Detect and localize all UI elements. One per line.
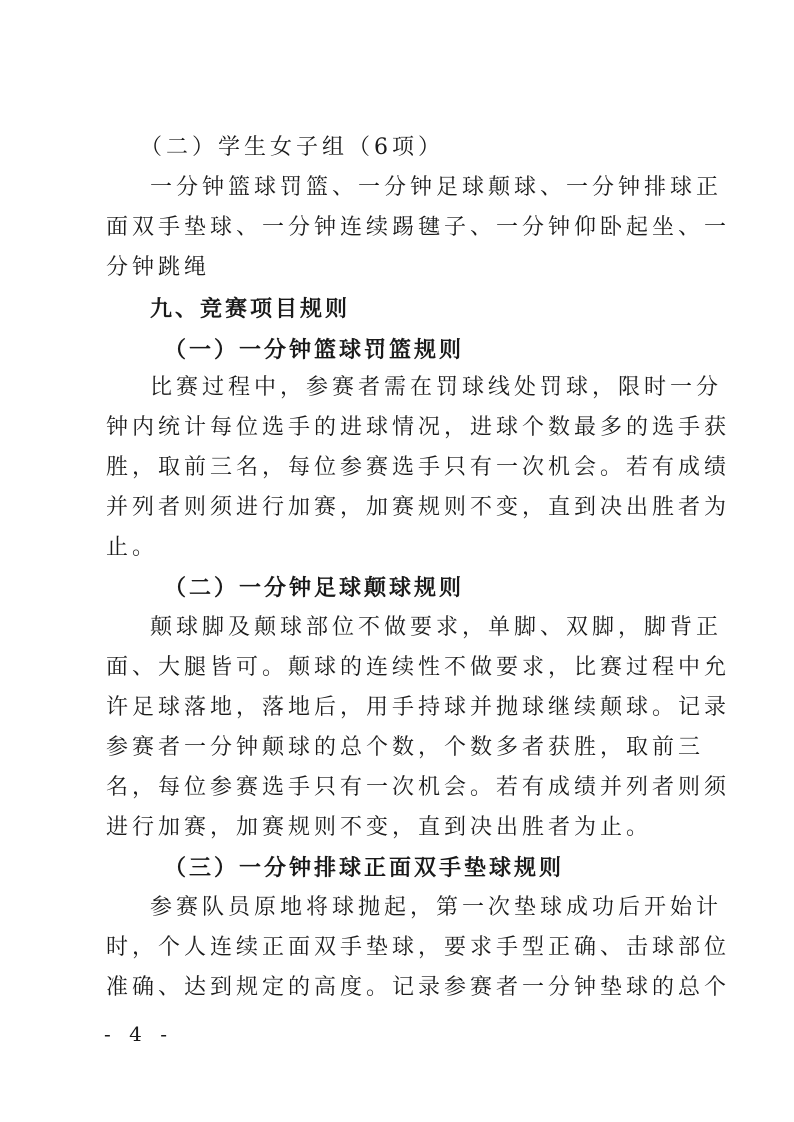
rule-2-line-3: 许足球落地，落地后，用手持球并抛球继续颠球。记录: [106, 695, 731, 720]
rule-1-line-3: 胜，取前三名，每位参赛选手只有一次机会。若有成绩: [106, 455, 731, 480]
rule-1-line-1: 比赛过程中，参赛者需在罚球线处罚球，限时一分: [150, 375, 723, 400]
girls-group-items-line-1: 一分钟篮球罚篮、一分钟足球颠球、一分钟排球正: [150, 175, 723, 200]
girls-group-items-line-3: 分钟跳绳: [106, 255, 211, 280]
section-heading: 九、竞赛项目规则: [150, 297, 351, 322]
rule-3-line-1: 参赛队员原地将球抛起，第一次垫球成功后开始计: [150, 895, 723, 920]
rule-3-line-3: 准确、达到规定的高度。记录参赛者一分钟垫球的总个: [106, 975, 731, 1000]
rule-2-line-5: 名，每位参赛选手只有一次机会。若有成绩并列者则须: [106, 775, 731, 800]
rule-2-line-6: 进行加赛，加赛规则不变，直到决出胜者为止。: [106, 815, 653, 840]
girls-group-heading: （二）学生女子组（6项）: [140, 135, 444, 160]
girls-group-items-line-2: 面双手垫球、一分钟连续踢毽子、一分钟仰卧起坐、一: [106, 215, 731, 240]
rule-2-title: （二）一分钟足球颠球规则: [164, 575, 465, 601]
rule-1-title: （一）一分钟篮球罚篮规则: [164, 337, 465, 363]
page-number: - 4 -: [104, 1022, 173, 1046]
rule-1-line-5: 止。: [106, 535, 159, 560]
rule-1-line-4: 并列者则须进行加赛，加赛规则不变，直到决出胜者为: [106, 495, 731, 520]
rule-3-title: （三）一分钟排球正面双手垫球规则: [164, 855, 565, 881]
rule-2-line-2: 面、大腿皆可。颠球的连续性不做要求，比赛过程中允: [106, 655, 731, 680]
rule-2-line-1: 颠球脚及颠球部位不做要求，单脚、双脚，脚背正: [150, 615, 723, 640]
rule-1-line-2: 钟内统计每位选手的进球情况，进球个数最多的选手获: [106, 415, 731, 440]
rule-3-line-2: 时，个人连续正面双手垫球，要求手型正确、击球部位: [106, 935, 731, 960]
rule-2-line-4: 参赛者一分钟颠球的总个数，个数多者获胜，取前三: [106, 735, 705, 760]
